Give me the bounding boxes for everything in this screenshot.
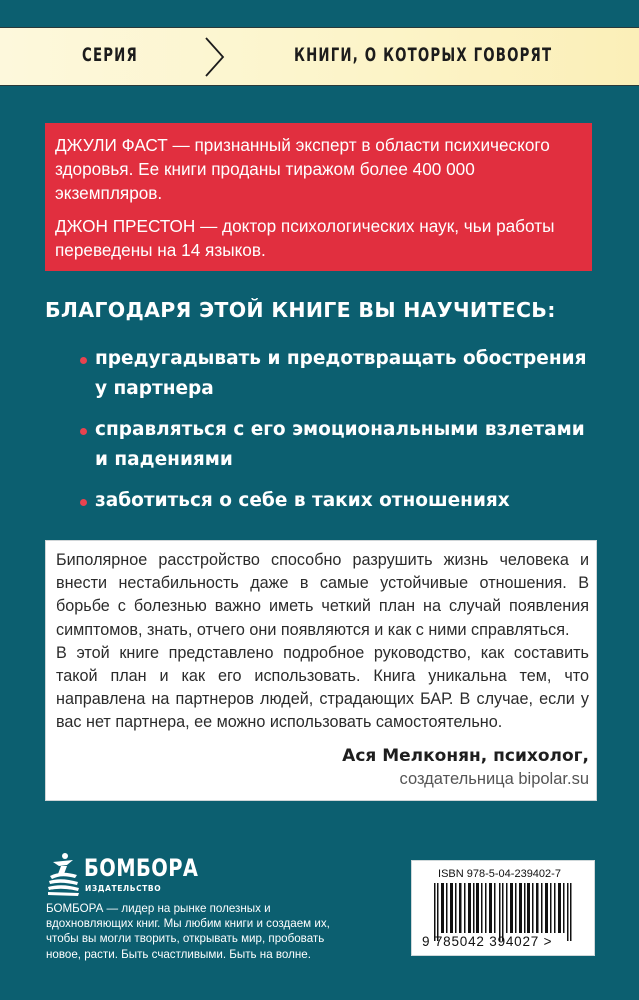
series-band [0, 27, 639, 86]
list-item [80, 486, 600, 516]
quote-paragraph: Биполярное расстройство способно разрушить жизнь человека и внести нестабильность даже в самые устойчивые отношения. В борьбе с болезнью важно иметь четкий план на случай появления симптомов, знать, отчего они появляются и как с ними справляться. [56, 551, 589, 639]
quote-paragraph: В этой книге представлено подробное руководство, как составить такой план и как его использовать. Книга уникальна тем, что направлена на партнеров людей, страдающих БАР. В случае, если у вас нет партнера, ее можно использовать самостоятельно. [56, 643, 589, 732]
chevron-right-icon [203, 36, 227, 78]
list-item [80, 415, 600, 475]
author-bio-box [45, 123, 592, 271]
list-item-text: предугадывать и предотвращать обострения у партнера [95, 348, 587, 399]
learn-list [80, 344, 600, 527]
barcode-digits: 9 785042 394027 > [422, 934, 553, 949]
barcode-bars-icon [434, 883, 574, 941]
logo-subtitle: ИЗДАТЕЛЬСТВО [85, 884, 162, 893]
bombora-wave-logo-icon [47, 852, 81, 896]
bullet-dot-icon [80, 428, 87, 435]
logo-name: БОМБОРА [84, 854, 199, 882]
learn-heading: БЛАГОДАРЯ ЭТОЙ КНИГЕ ВЫ НАУЧИТЕСЬ: [45, 298, 556, 322]
list-item-text: заботиться о себе в таких отношениях [95, 490, 510, 511]
list-item-text: справляться с его эмоциональными взлетами и падениями [95, 419, 585, 470]
isbn-label: ISBN 978-5-04-239402-7 [438, 868, 561, 880]
bullet-dot-icon [80, 357, 87, 364]
quote-author-role: создательница bipolar.su [399, 769, 589, 788]
list-item [80, 344, 600, 404]
publisher-description: БОМБОРА — лидер на рынке полезных и вдохновляющих книг. Мы любим книги и создаем их, чтобы вы могли творить, открывать мир, пробовать новое, расти. Быть счастливыми. Быть на волне. [46, 902, 330, 961]
publisher-logo [47, 852, 199, 897]
series-label: СЕРИЯ [82, 44, 138, 66]
author-bio-preston: ДЖОН ПРЕСТОН — доктор психологических наук, чьи работы переведены на 14 языков. [55, 216, 555, 260]
author-bio-fast: ДЖУЛИ ФАСТ — признанный эксперт в области психического здоровья. Ее книги проданы тиражом более 400 000 экземпляров. [55, 135, 550, 203]
bullet-dot-icon [80, 499, 87, 506]
series-name: КНИГИ, О КОТОРЫХ ГОВОРЯТ [294, 44, 553, 66]
quote-author: Ася Мелконян, психолог, [342, 745, 589, 766]
review-quote-box [45, 540, 597, 801]
barcode [411, 860, 595, 956]
